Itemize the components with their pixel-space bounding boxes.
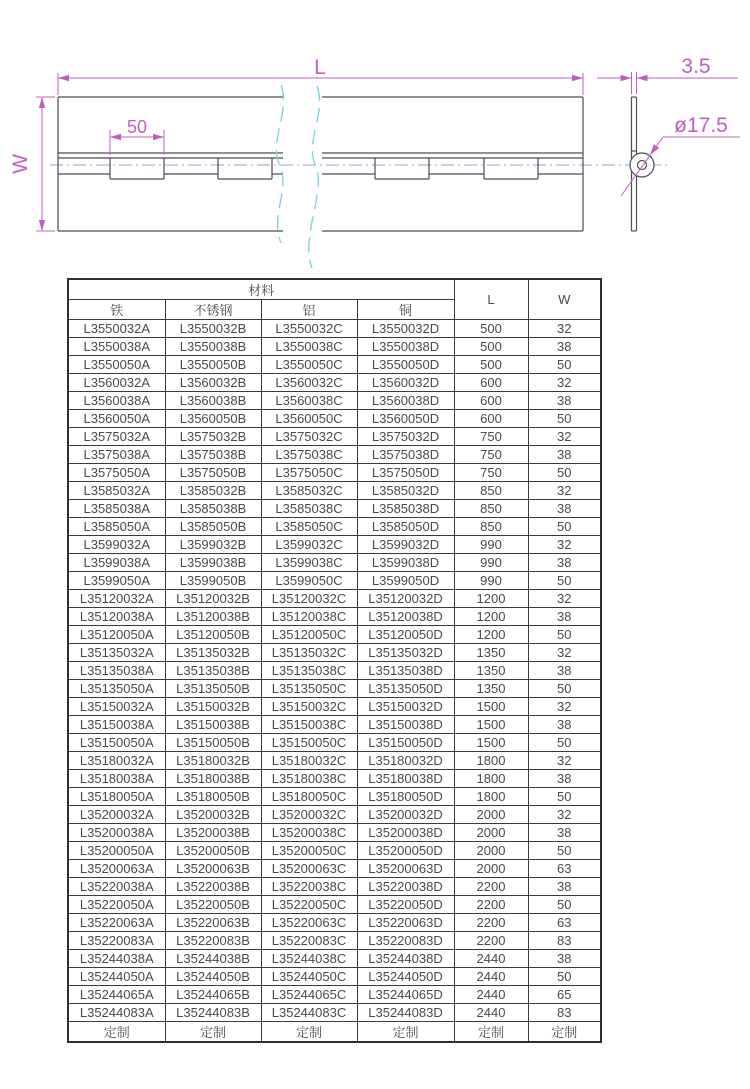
table-cell: 定制 bbox=[528, 1022, 601, 1043]
table-cell: 2440 bbox=[454, 968, 528, 986]
table-cell: 32 bbox=[528, 752, 601, 770]
table-cell: L3560038D bbox=[357, 392, 454, 410]
table-cell: L35220063A bbox=[68, 914, 165, 932]
table-cell: L35120032C bbox=[261, 590, 357, 608]
table-cell: L3575038B bbox=[165, 446, 261, 464]
table-cell: 32 bbox=[528, 374, 601, 392]
table-cell: L35244038D bbox=[357, 950, 454, 968]
table-cell: L3599050A bbox=[68, 572, 165, 590]
table-cell: L3599032D bbox=[357, 536, 454, 554]
table-cell: 1350 bbox=[454, 662, 528, 680]
table-cell: 750 bbox=[454, 428, 528, 446]
table-cell: 990 bbox=[454, 536, 528, 554]
table-row bbox=[68, 1004, 601, 1022]
table-cell: L35244050B bbox=[165, 968, 261, 986]
table-row bbox=[68, 986, 601, 1004]
table-cell: L35120038B bbox=[165, 608, 261, 626]
table-cell: 2000 bbox=[454, 860, 528, 878]
table-cell: L35244083B bbox=[165, 1004, 261, 1022]
table-cell: L35180050C bbox=[261, 788, 357, 806]
table-cell: L35150032C bbox=[261, 698, 357, 716]
table-cell: L3585050B bbox=[165, 518, 261, 536]
table-cell: 38 bbox=[528, 338, 601, 356]
table-cell: L35180038A bbox=[68, 770, 165, 788]
table-cell: L35135038D bbox=[357, 662, 454, 680]
table-cell: 50 bbox=[528, 680, 601, 698]
table-cell: L3550050B bbox=[165, 356, 261, 374]
material-header-copper: 铜 bbox=[357, 300, 454, 320]
table-cell: L35180038D bbox=[357, 770, 454, 788]
table-cell: L35180050B bbox=[165, 788, 261, 806]
table-cell: L35135050B bbox=[165, 680, 261, 698]
hinge-side-view bbox=[630, 97, 654, 231]
table-cell: 600 bbox=[454, 392, 528, 410]
table-row bbox=[68, 338, 601, 356]
material-header-stainless: 不锈钢 bbox=[165, 300, 261, 320]
table-cell: L3560032A bbox=[68, 374, 165, 392]
table-row bbox=[68, 446, 601, 464]
table-cell: L3585032A bbox=[68, 482, 165, 500]
dim-length-label: L bbox=[314, 56, 326, 79]
table-row bbox=[68, 572, 601, 590]
table-cell: L3550050C bbox=[261, 356, 357, 374]
table-cell: L35200032B bbox=[165, 806, 261, 824]
table-cell: 2200 bbox=[454, 932, 528, 950]
material-header-iron: 铁 bbox=[68, 300, 165, 320]
table-cell: L3599032A bbox=[68, 536, 165, 554]
table-cell: L3585038D bbox=[357, 500, 454, 518]
table-cell: L35180038B bbox=[165, 770, 261, 788]
table-cell: 1350 bbox=[454, 680, 528, 698]
table-cell: L3575038D bbox=[357, 446, 454, 464]
table-cell: L35180050A bbox=[68, 788, 165, 806]
table-cell: L3599038D bbox=[357, 554, 454, 572]
table-cell: L35200032A bbox=[68, 806, 165, 824]
table-cell: 1800 bbox=[454, 752, 528, 770]
table-cell: L3560050B bbox=[165, 410, 261, 428]
table-row bbox=[68, 554, 601, 572]
table-cell: L35244038B bbox=[165, 950, 261, 968]
table-cell: L3599032B bbox=[165, 536, 261, 554]
table-cell: 1500 bbox=[454, 698, 528, 716]
table-cell: L3599050C bbox=[261, 572, 357, 590]
table-cell: 50 bbox=[528, 734, 601, 752]
table-cell: L3550038A bbox=[68, 338, 165, 356]
table-row bbox=[68, 644, 601, 662]
table-cell: 1200 bbox=[454, 626, 528, 644]
dim-width-label: W bbox=[9, 154, 32, 174]
table-row bbox=[68, 968, 601, 986]
table-cell: L35180050D bbox=[357, 788, 454, 806]
table-cell: 50 bbox=[528, 410, 601, 428]
table-row bbox=[68, 662, 601, 680]
table-cell: 50 bbox=[528, 842, 601, 860]
table-cell: L35120050C bbox=[261, 626, 357, 644]
table-row bbox=[68, 608, 601, 626]
table-cell: 2000 bbox=[454, 824, 528, 842]
table-cell: L35200032C bbox=[261, 806, 357, 824]
table-cell: L35200038C bbox=[261, 824, 357, 842]
table-cell: L35150038C bbox=[261, 716, 357, 734]
table-cell: L35150032D bbox=[357, 698, 454, 716]
table-cell: L3560050A bbox=[68, 410, 165, 428]
table-cell: L35244083C bbox=[261, 1004, 357, 1022]
table-cell: 2000 bbox=[454, 842, 528, 860]
table-cell: 32 bbox=[528, 698, 601, 716]
table-row bbox=[68, 518, 601, 536]
table-cell: L35180032C bbox=[261, 752, 357, 770]
table-cell: L35120038A bbox=[68, 608, 165, 626]
table-cell: 定制 bbox=[357, 1022, 454, 1043]
table-row-custom bbox=[68, 1022, 601, 1043]
table-cell: 50 bbox=[528, 968, 601, 986]
table-cell: L3560038A bbox=[68, 392, 165, 410]
table-cell: L35220063B bbox=[165, 914, 261, 932]
table-cell: 50 bbox=[528, 896, 601, 914]
table-cell: L3599038C bbox=[261, 554, 357, 572]
table-cell: 38 bbox=[528, 716, 601, 734]
table-cell: L3575050C bbox=[261, 464, 357, 482]
table-cell: L3575032B bbox=[165, 428, 261, 446]
table-cell: L35135032B bbox=[165, 644, 261, 662]
table-cell: 50 bbox=[528, 572, 601, 590]
table-cell: L35220050C bbox=[261, 896, 357, 914]
table-cell: 63 bbox=[528, 860, 601, 878]
table-cell: 600 bbox=[454, 374, 528, 392]
table-cell: L3599038A bbox=[68, 554, 165, 572]
table-cell: L3550038D bbox=[357, 338, 454, 356]
table-cell: L35200050B bbox=[165, 842, 261, 860]
table-row bbox=[68, 752, 601, 770]
table-cell: L35200063B bbox=[165, 860, 261, 878]
table-cell: L3550032A bbox=[68, 320, 165, 338]
table-cell: L3585038A bbox=[68, 500, 165, 518]
table-cell: 32 bbox=[528, 806, 601, 824]
table-cell: 850 bbox=[454, 500, 528, 518]
table-row bbox=[68, 500, 601, 518]
table-cell: L3575050A bbox=[68, 464, 165, 482]
table-cell: L35120032B bbox=[165, 590, 261, 608]
table-cell: L3560050C bbox=[261, 410, 357, 428]
table-cell: 750 bbox=[454, 464, 528, 482]
table-cell: 50 bbox=[528, 518, 601, 536]
table-cell: L35244038A bbox=[68, 950, 165, 968]
table-cell: 850 bbox=[454, 518, 528, 536]
material-header-aluminum: 铝 bbox=[261, 300, 357, 320]
table-cell: L35135032D bbox=[357, 644, 454, 662]
table-cell: L3575050D bbox=[357, 464, 454, 482]
table-cell: 50 bbox=[528, 464, 601, 482]
table-row bbox=[68, 482, 601, 500]
table-cell: L3585050A bbox=[68, 518, 165, 536]
table-cell: 1200 bbox=[454, 608, 528, 626]
table-cell: 38 bbox=[528, 662, 601, 680]
table-cell: L35220083D bbox=[357, 932, 454, 950]
table-cell: 38 bbox=[528, 554, 601, 572]
table-cell: L3560032B bbox=[165, 374, 261, 392]
table-row bbox=[68, 824, 601, 842]
table-cell: L35200063A bbox=[68, 860, 165, 878]
table-cell: 1800 bbox=[454, 788, 528, 806]
table-cell: L35220050B bbox=[165, 896, 261, 914]
table-row bbox=[68, 374, 601, 392]
table-cell: L35220083B bbox=[165, 932, 261, 950]
table-cell: L35244038C bbox=[261, 950, 357, 968]
table-cell: L35200063C bbox=[261, 860, 357, 878]
table-row bbox=[68, 698, 601, 716]
table-cell: 2440 bbox=[454, 1004, 528, 1022]
table-cell: L3575038A bbox=[68, 446, 165, 464]
table-cell: 990 bbox=[454, 554, 528, 572]
table-cell: 38 bbox=[528, 770, 601, 788]
material-group-header: 材料 bbox=[68, 279, 454, 300]
table-cell: L35150032B bbox=[165, 698, 261, 716]
table-cell: 2440 bbox=[454, 986, 528, 1004]
table-row bbox=[68, 464, 601, 482]
table-cell: L3575032A bbox=[68, 428, 165, 446]
width-column-header: W bbox=[528, 279, 601, 320]
table-cell: L35244065B bbox=[165, 986, 261, 1004]
table-cell: L3575032C bbox=[261, 428, 357, 446]
table-cell: L3550038B bbox=[165, 338, 261, 356]
table-cell: 38 bbox=[528, 950, 601, 968]
table-cell: L35200050A bbox=[68, 842, 165, 860]
table-cell: 50 bbox=[528, 356, 601, 374]
table-row bbox=[68, 932, 601, 950]
table-cell: 2200 bbox=[454, 914, 528, 932]
table-cell: 定制 bbox=[68, 1022, 165, 1043]
table-cell: 定制 bbox=[165, 1022, 261, 1043]
table-cell: L3560032C bbox=[261, 374, 357, 392]
table-cell: 65 bbox=[528, 986, 601, 1004]
table-row bbox=[68, 680, 601, 698]
table-cell: 500 bbox=[454, 338, 528, 356]
dim-thickness: 3.5 bbox=[681, 55, 711, 78]
table-cell: 83 bbox=[528, 1004, 601, 1022]
table-header-row-material-group bbox=[68, 279, 601, 300]
table-cell: 2200 bbox=[454, 878, 528, 896]
table-cell: L35120038D bbox=[357, 608, 454, 626]
table-cell: L3585050D bbox=[357, 518, 454, 536]
table-cell: L35200050C bbox=[261, 842, 357, 860]
table-cell: 63 bbox=[528, 914, 601, 932]
table-cell: L3585050C bbox=[261, 518, 357, 536]
table-cell: L35135038B bbox=[165, 662, 261, 680]
table-cell: L35120050B bbox=[165, 626, 261, 644]
table-cell: L35120038C bbox=[261, 608, 357, 626]
table-cell: L35244050C bbox=[261, 968, 357, 986]
table-cell: L35120032D bbox=[357, 590, 454, 608]
table-cell: L35244065C bbox=[261, 986, 357, 1004]
table-cell: L35200038A bbox=[68, 824, 165, 842]
table-cell: L35244050A bbox=[68, 968, 165, 986]
table-cell: L35135032A bbox=[68, 644, 165, 662]
table-cell: 32 bbox=[528, 590, 601, 608]
table-cell: L35200063D bbox=[357, 860, 454, 878]
table-cell: 1200 bbox=[454, 590, 528, 608]
table-cell: 38 bbox=[528, 446, 601, 464]
table-cell: L35150050B bbox=[165, 734, 261, 752]
table-cell: 500 bbox=[454, 356, 528, 374]
table-row bbox=[68, 860, 601, 878]
table-cell: 38 bbox=[528, 500, 601, 518]
table-cell: L35150032A bbox=[68, 698, 165, 716]
table-cell: L35220063C bbox=[261, 914, 357, 932]
table-cell: L3575032D bbox=[357, 428, 454, 446]
table-cell: L35135038C bbox=[261, 662, 357, 680]
table-cell: L3599050B bbox=[165, 572, 261, 590]
table-cell: L3550038C bbox=[261, 338, 357, 356]
table-cell: L35120050A bbox=[68, 626, 165, 644]
table-cell: L3599038B bbox=[165, 554, 261, 572]
table-cell: L35180038C bbox=[261, 770, 357, 788]
table-row bbox=[68, 320, 601, 338]
table-cell: L3575038C bbox=[261, 446, 357, 464]
table-cell: L35220038D bbox=[357, 878, 454, 896]
table-cell: L35220038A bbox=[68, 878, 165, 896]
table-cell: L3550032C bbox=[261, 320, 357, 338]
table-cell: 500 bbox=[454, 320, 528, 338]
table-cell: 50 bbox=[528, 626, 601, 644]
table-cell: 2200 bbox=[454, 896, 528, 914]
table-cell: L35244050D bbox=[357, 968, 454, 986]
table-cell: L35220050A bbox=[68, 896, 165, 914]
table-cell: L35220083A bbox=[68, 932, 165, 950]
table-cell: L35135050A bbox=[68, 680, 165, 698]
table-row bbox=[68, 914, 601, 932]
table-row bbox=[68, 788, 601, 806]
table-cell: L35135032C bbox=[261, 644, 357, 662]
table-cell: 38 bbox=[528, 392, 601, 410]
table-cell: L35150038A bbox=[68, 716, 165, 734]
table-cell: 定制 bbox=[261, 1022, 357, 1043]
table-cell: L35244065A bbox=[68, 986, 165, 1004]
hinge-technical-drawing bbox=[0, 0, 750, 272]
table-cell: 38 bbox=[528, 824, 601, 842]
table-row bbox=[68, 590, 601, 608]
table-cell: L35150038B bbox=[165, 716, 261, 734]
table-cell: L3585038B bbox=[165, 500, 261, 518]
table-cell: 32 bbox=[528, 482, 601, 500]
table-row bbox=[68, 878, 601, 896]
table-row bbox=[68, 950, 601, 968]
table-cell: 50 bbox=[528, 788, 601, 806]
table-cell: L3575050B bbox=[165, 464, 261, 482]
table-row bbox=[68, 392, 601, 410]
length-column-header: L bbox=[454, 279, 528, 320]
knuckle-notches bbox=[110, 158, 538, 179]
table-cell: L35120032A bbox=[68, 590, 165, 608]
table-cell: L35200050D bbox=[357, 842, 454, 860]
table-cell: L35220038C bbox=[261, 878, 357, 896]
table-cell: 850 bbox=[454, 482, 528, 500]
table-cell: 600 bbox=[454, 410, 528, 428]
table-cell: L35220050D bbox=[357, 896, 454, 914]
table-cell: 83 bbox=[528, 932, 601, 950]
table-cell: L35220083C bbox=[261, 932, 357, 950]
table-cell: L35180032B bbox=[165, 752, 261, 770]
table-cell: 750 bbox=[454, 446, 528, 464]
table-cell: L35244083A bbox=[68, 1004, 165, 1022]
table-cell: L3560032D bbox=[357, 374, 454, 392]
table-cell: 1350 bbox=[454, 644, 528, 662]
table-row bbox=[68, 734, 601, 752]
table-cell: L35150050C bbox=[261, 734, 357, 752]
table-row bbox=[68, 842, 601, 860]
table-cell: L35150050A bbox=[68, 734, 165, 752]
table-cell: L35200032D bbox=[357, 806, 454, 824]
table-cell: 32 bbox=[528, 536, 601, 554]
table-cell: L3599032C bbox=[261, 536, 357, 554]
break-lines bbox=[276, 85, 319, 268]
table-cell: L35180032A bbox=[68, 752, 165, 770]
table-cell: 1500 bbox=[454, 734, 528, 752]
table-cell: L3585038C bbox=[261, 500, 357, 518]
table-row bbox=[68, 716, 601, 734]
table-cell: 32 bbox=[528, 320, 601, 338]
table-cell: 32 bbox=[528, 428, 601, 446]
table-cell: L35200038D bbox=[357, 824, 454, 842]
table-cell: L35180032D bbox=[357, 752, 454, 770]
table-cell: 38 bbox=[528, 608, 601, 626]
table-cell: L35135050C bbox=[261, 680, 357, 698]
table-cell: L3585032B bbox=[165, 482, 261, 500]
table-row bbox=[68, 806, 601, 824]
table-cell: 38 bbox=[528, 878, 601, 896]
table-cell: L35244083D bbox=[357, 1004, 454, 1022]
table-cell: L35150050D bbox=[357, 734, 454, 752]
table-cell: 定制 bbox=[454, 1022, 528, 1043]
spec-table bbox=[67, 278, 602, 1043]
table-cell: 1800 bbox=[454, 770, 528, 788]
table-cell: L35135038A bbox=[68, 662, 165, 680]
table-cell: L35150038D bbox=[357, 716, 454, 734]
table-cell: 990 bbox=[454, 572, 528, 590]
table-cell: L3550050D bbox=[357, 356, 454, 374]
dim-knuckle-diameter: ø17.5 bbox=[674, 114, 728, 137]
table-cell: L35220038B bbox=[165, 878, 261, 896]
table-cell: L35244065D bbox=[357, 986, 454, 1004]
table-cell: L3550032D bbox=[357, 320, 454, 338]
table-cell: L3560038C bbox=[261, 392, 357, 410]
table-cell: L3550050A bbox=[68, 356, 165, 374]
table-row bbox=[68, 770, 601, 788]
table-cell: L3585032C bbox=[261, 482, 357, 500]
table-cell: L35120050D bbox=[357, 626, 454, 644]
table-cell: L3585032D bbox=[357, 482, 454, 500]
table-cell: 1500 bbox=[454, 716, 528, 734]
table-cell: 2440 bbox=[454, 950, 528, 968]
table-cell: 32 bbox=[528, 644, 601, 662]
table-cell: L35200038B bbox=[165, 824, 261, 842]
dim-knuckle-pitch: 50 bbox=[126, 117, 148, 137]
table-cell: L3599050D bbox=[357, 572, 454, 590]
table-cell: L35220063D bbox=[357, 914, 454, 932]
table-cell: L35135050D bbox=[357, 680, 454, 698]
table-row bbox=[68, 626, 601, 644]
table-row bbox=[68, 896, 601, 914]
table-row bbox=[68, 536, 601, 554]
table-cell: L3550032B bbox=[165, 320, 261, 338]
table-row bbox=[68, 428, 601, 446]
table-cell: L3560050D bbox=[357, 410, 454, 428]
table-row bbox=[68, 410, 601, 428]
table-cell: L3560038B bbox=[165, 392, 261, 410]
table-cell: 2000 bbox=[454, 806, 528, 824]
table-row bbox=[68, 356, 601, 374]
